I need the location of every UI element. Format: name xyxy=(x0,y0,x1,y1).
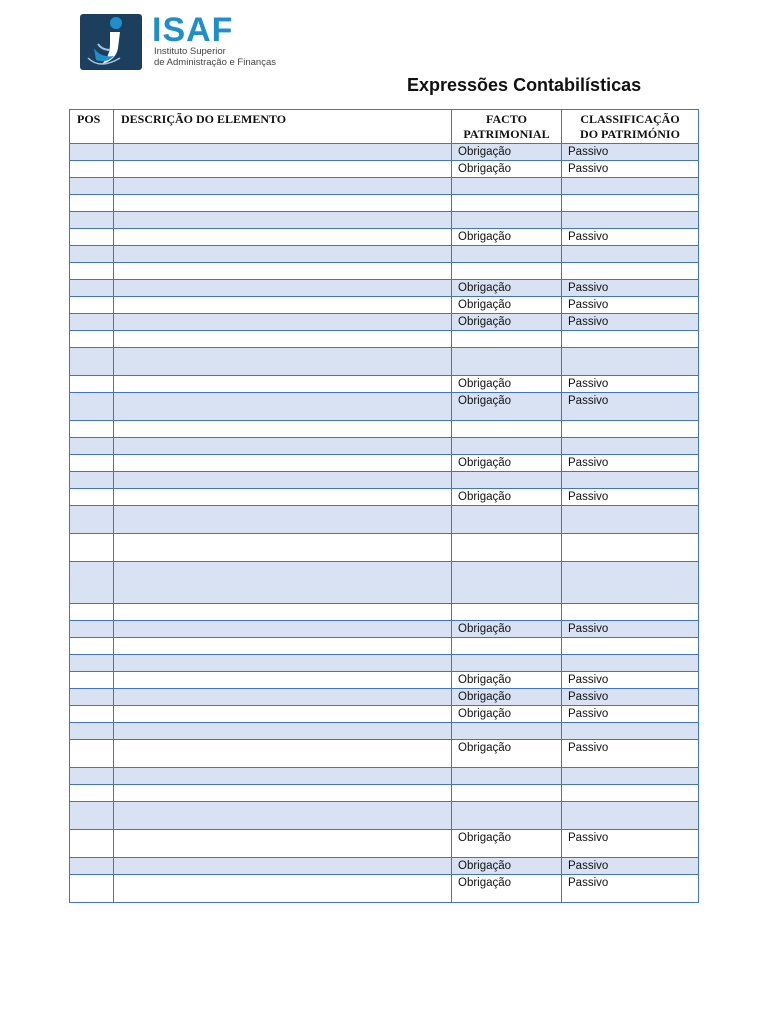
expressions-table xyxy=(69,109,699,903)
cell-classificacao xyxy=(562,195,699,212)
cell-pos xyxy=(70,438,114,455)
cell-classificacao xyxy=(562,212,699,229)
cell-facto xyxy=(452,331,562,348)
cell-pos xyxy=(70,621,114,638)
cell-pos xyxy=(70,638,114,655)
cell-pos xyxy=(70,785,114,802)
cell-descricao xyxy=(114,689,452,706)
cell-facto: Obrigação xyxy=(452,229,562,246)
table-row xyxy=(70,689,699,706)
cell-facto xyxy=(452,723,562,740)
cell-facto xyxy=(452,638,562,655)
cell-classificacao xyxy=(562,723,699,740)
cell-descricao xyxy=(114,178,452,195)
cell-classificacao: Passivo xyxy=(562,161,699,178)
cell-descricao xyxy=(114,706,452,723)
document-title: Expressões Contabilísticas xyxy=(407,75,642,95)
cell-classificacao xyxy=(562,178,699,195)
cell-descricao xyxy=(114,348,452,376)
table-row xyxy=(70,195,699,212)
table-row xyxy=(70,768,699,785)
cell-facto: Obrigação xyxy=(452,875,562,903)
cell-classificacao xyxy=(562,785,699,802)
cell-facto xyxy=(452,472,562,489)
cell-classificacao: Passivo xyxy=(562,689,699,706)
cell-descricao xyxy=(114,638,452,655)
table-row xyxy=(70,534,699,562)
cell-descricao xyxy=(114,195,452,212)
header-pos: POS xyxy=(70,110,114,144)
cell-facto xyxy=(452,785,562,802)
cell-pos xyxy=(70,421,114,438)
logo-subtitle-line1: Instituto Superior xyxy=(154,46,226,57)
cell-descricao xyxy=(114,655,452,672)
cell-pos xyxy=(70,858,114,875)
cell-facto: Obrigação xyxy=(452,314,562,331)
cell-facto xyxy=(452,768,562,785)
table-row xyxy=(70,604,699,621)
cell-pos xyxy=(70,875,114,903)
cell-descricao xyxy=(114,672,452,689)
cell-classificacao: Passivo xyxy=(562,830,699,858)
cell-pos xyxy=(70,472,114,489)
cell-facto: Obrigação xyxy=(452,376,562,393)
cell-classificacao xyxy=(562,655,699,672)
table-row xyxy=(70,740,699,768)
cell-facto: Obrigação xyxy=(452,689,562,706)
cell-facto: Obrigação xyxy=(452,144,562,161)
cell-descricao xyxy=(114,280,452,297)
cell-pos xyxy=(70,740,114,768)
logo-subtitle-line2: de Administração e Finanças xyxy=(154,57,276,68)
cell-facto xyxy=(452,534,562,562)
cell-descricao xyxy=(114,534,452,562)
table-row xyxy=(70,263,699,280)
cell-facto xyxy=(452,178,562,195)
logo-wordmark: ISAF xyxy=(152,11,234,49)
cell-descricao xyxy=(114,455,452,472)
table-row xyxy=(70,802,699,830)
table-row xyxy=(70,161,699,178)
cell-classificacao: Passivo xyxy=(562,393,699,421)
cell-descricao xyxy=(114,723,452,740)
cell-facto: Obrigação xyxy=(452,672,562,689)
cell-facto: Obrigação xyxy=(452,858,562,875)
header-classif-line2: DO PATRIMÓNIO xyxy=(580,127,680,141)
cell-classificacao: Passivo xyxy=(562,672,699,689)
cell-classificacao xyxy=(562,768,699,785)
table-row xyxy=(70,421,699,438)
cell-classificacao: Passivo xyxy=(562,229,699,246)
cell-pos xyxy=(70,229,114,246)
header-classificacao xyxy=(562,110,699,144)
header-classif-line1: CLASSIFICAÇÃO xyxy=(580,112,680,126)
header-facto-line1: FACTO xyxy=(486,112,527,126)
cell-pos xyxy=(70,263,114,280)
cell-descricao xyxy=(114,506,452,534)
cell-facto: Obrigação xyxy=(452,455,562,472)
cell-classificacao: Passivo xyxy=(562,376,699,393)
table-row xyxy=(70,314,699,331)
cell-descricao xyxy=(114,489,452,506)
table-row xyxy=(70,875,699,903)
table-row xyxy=(70,830,699,858)
cell-pos xyxy=(70,195,114,212)
cell-classificacao xyxy=(562,604,699,621)
cell-facto xyxy=(452,348,562,376)
cell-facto xyxy=(452,802,562,830)
cell-pos xyxy=(70,534,114,562)
table-row xyxy=(70,331,699,348)
cell-classificacao xyxy=(562,472,699,489)
cell-classificacao xyxy=(562,246,699,263)
cell-pos xyxy=(70,655,114,672)
cell-pos xyxy=(70,246,114,263)
cell-facto xyxy=(452,263,562,280)
cell-classificacao xyxy=(562,534,699,562)
cell-classificacao: Passivo xyxy=(562,314,699,331)
cell-classificacao: Passivo xyxy=(562,455,699,472)
cell-facto xyxy=(452,438,562,455)
cell-pos xyxy=(70,348,114,376)
cell-pos xyxy=(70,506,114,534)
table-row xyxy=(70,212,699,229)
cell-facto: Obrigação xyxy=(452,621,562,638)
cell-pos xyxy=(70,144,114,161)
table-row xyxy=(70,348,699,376)
cell-classificacao: Passivo xyxy=(562,621,699,638)
table-row xyxy=(70,506,699,534)
cell-classificacao: Passivo xyxy=(562,144,699,161)
cell-pos xyxy=(70,689,114,706)
header-descricao: DESCRIÇÃO DO ELEMENTO xyxy=(114,110,452,144)
cell-classificacao xyxy=(562,506,699,534)
cell-descricao xyxy=(114,472,452,489)
cell-descricao xyxy=(114,875,452,903)
table-row xyxy=(70,438,699,455)
cell-descricao xyxy=(114,212,452,229)
table-row xyxy=(70,376,699,393)
cell-descricao xyxy=(114,562,452,604)
cell-descricao xyxy=(114,376,452,393)
cell-classificacao: Passivo xyxy=(562,489,699,506)
cell-classificacao xyxy=(562,421,699,438)
cell-pos xyxy=(70,178,114,195)
cell-descricao xyxy=(114,161,452,178)
table-row xyxy=(70,562,699,604)
cell-facto xyxy=(452,421,562,438)
cell-classificacao: Passivo xyxy=(562,858,699,875)
cell-classificacao: Passivo xyxy=(562,875,699,903)
header-facto-patrimonial xyxy=(452,110,562,144)
cell-facto: Obrigação xyxy=(452,393,562,421)
cell-pos xyxy=(70,604,114,621)
cell-pos xyxy=(70,297,114,314)
cell-facto xyxy=(452,212,562,229)
cell-classificacao xyxy=(562,438,699,455)
cell-classificacao xyxy=(562,638,699,655)
cell-pos xyxy=(70,706,114,723)
cell-descricao xyxy=(114,621,452,638)
cell-descricao xyxy=(114,858,452,875)
cell-facto xyxy=(452,195,562,212)
cell-facto xyxy=(452,604,562,621)
table-row xyxy=(70,280,699,297)
cell-facto: Obrigação xyxy=(452,706,562,723)
cell-facto: Obrigação xyxy=(452,489,562,506)
cell-pos xyxy=(70,393,114,421)
cell-facto xyxy=(452,246,562,263)
cell-descricao xyxy=(114,768,452,785)
cell-classificacao: Passivo xyxy=(562,740,699,768)
table-row xyxy=(70,723,699,740)
cell-pos xyxy=(70,280,114,297)
cell-descricao xyxy=(114,421,452,438)
cell-facto xyxy=(452,506,562,534)
cell-descricao xyxy=(114,740,452,768)
cell-pos xyxy=(70,212,114,229)
table-row xyxy=(70,229,699,246)
header-facto-line2: PATRIMONIAL xyxy=(463,127,550,141)
table-header-row xyxy=(70,110,699,144)
table-row xyxy=(70,858,699,875)
table-row xyxy=(70,178,699,195)
cell-classificacao: Passivo xyxy=(562,297,699,314)
cell-facto: Obrigação xyxy=(452,161,562,178)
cell-pos xyxy=(70,723,114,740)
table-row xyxy=(70,706,699,723)
table-row xyxy=(70,672,699,689)
table-row xyxy=(70,144,699,161)
cell-classificacao xyxy=(562,348,699,376)
cell-classificacao xyxy=(562,562,699,604)
cell-pos xyxy=(70,489,114,506)
cell-classificacao xyxy=(562,263,699,280)
cell-classificacao xyxy=(562,802,699,830)
table-row xyxy=(70,393,699,421)
cell-descricao xyxy=(114,393,452,421)
cell-descricao xyxy=(114,144,452,161)
table-row xyxy=(70,655,699,672)
cell-facto xyxy=(452,655,562,672)
cell-descricao xyxy=(114,314,452,331)
cell-descricao xyxy=(114,246,452,263)
cell-pos xyxy=(70,314,114,331)
cell-pos xyxy=(70,802,114,830)
table-row xyxy=(70,455,699,472)
cell-facto: Obrigação xyxy=(452,297,562,314)
table-row xyxy=(70,638,699,655)
cell-facto: Obrigação xyxy=(452,280,562,297)
table-body xyxy=(70,144,699,903)
cell-descricao xyxy=(114,604,452,621)
cell-descricao xyxy=(114,438,452,455)
cell-descricao xyxy=(114,297,452,314)
table-row xyxy=(70,246,699,263)
table-row xyxy=(70,297,699,314)
cell-pos xyxy=(70,331,114,348)
table-row xyxy=(70,489,699,506)
cell-descricao xyxy=(114,830,452,858)
table-row xyxy=(70,785,699,802)
cell-descricao xyxy=(114,263,452,280)
table-row xyxy=(70,472,699,489)
cell-pos xyxy=(70,455,114,472)
cell-classificacao: Passivo xyxy=(562,706,699,723)
cell-pos xyxy=(70,768,114,785)
cell-pos xyxy=(70,376,114,393)
cell-pos xyxy=(70,161,114,178)
cell-facto: Obrigação xyxy=(452,740,562,768)
table-row xyxy=(70,621,699,638)
cell-descricao xyxy=(114,785,452,802)
isaf-emblem-icon xyxy=(80,14,142,70)
cell-facto: Obrigação xyxy=(452,830,562,858)
cell-pos xyxy=(70,672,114,689)
cell-descricao xyxy=(114,229,452,246)
cell-descricao xyxy=(114,802,452,830)
isaf-logo xyxy=(80,11,310,70)
cell-classificacao: Passivo xyxy=(562,280,699,297)
logo-subtitle xyxy=(154,46,276,68)
cell-pos xyxy=(70,562,114,604)
cell-pos xyxy=(70,830,114,858)
cell-facto xyxy=(452,562,562,604)
cell-classificacao xyxy=(562,331,699,348)
cell-descricao xyxy=(114,331,452,348)
